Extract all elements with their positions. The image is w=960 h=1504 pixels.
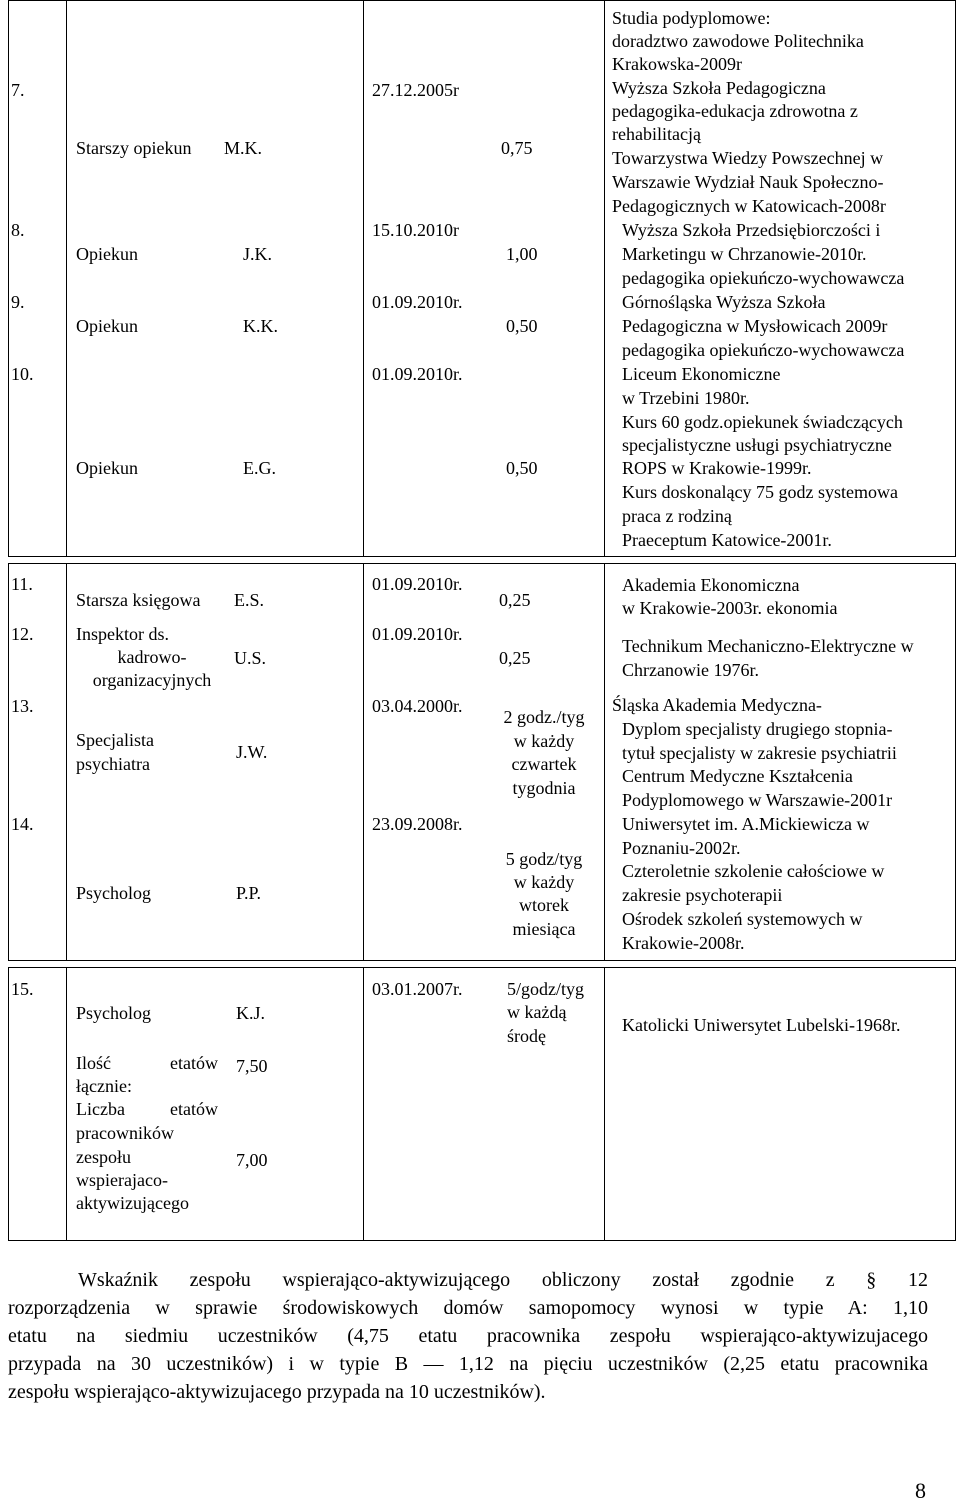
position: Specjalista: [76, 730, 154, 750]
desc-line: pedagogika opiekuńczo-wychowawcza: [622, 340, 905, 360]
fte: w każdą: [507, 1002, 567, 1022]
initials: J.K.: [243, 244, 273, 264]
row-number: 15.: [11, 979, 34, 999]
desc-line: w Trzebini 1980r.: [622, 388, 750, 408]
desc-line: Kurs 60 godz.opiekunek świadczących: [622, 412, 903, 432]
fte: czwartek: [511, 754, 577, 774]
desc-line: Krakowie-2008r.: [622, 933, 745, 953]
hire-date: 01.09.2010r.: [372, 364, 463, 384]
desc-line: Chrzanowie 1976r.: [622, 660, 759, 680]
hire-date: 15.10.2010r: [372, 220, 459, 240]
team-fte-label: Liczba: [76, 1099, 125, 1119]
desc-line: zakresie psychoterapii: [622, 885, 783, 905]
indicator-paragraph: [8, 1266, 928, 1406]
desc-line: Uniwersytet im. A.Mickiewicza w: [622, 814, 870, 834]
row-number: 14.: [11, 814, 34, 834]
desc-line: ROPS w Krakowie-1999r.: [622, 458, 812, 478]
fte: wtorek: [519, 895, 569, 915]
desc-line: pedagogika-edukacja zdrowotna z: [612, 101, 858, 121]
team-fte-label: aktywizującego: [76, 1193, 189, 1213]
position: Starszy opiekun: [76, 138, 192, 158]
initials: E.S.: [234, 590, 265, 610]
fte: 5 godz/tyg: [505, 849, 583, 869]
fte: w każdy: [513, 872, 575, 892]
total-fte-value: 7,50: [236, 1056, 268, 1076]
desc-line: Marketingu w Chrzanowie-2010r.: [622, 244, 867, 264]
team-fte-label: wspierajaco-: [76, 1170, 168, 1190]
paragraph-line: Wskaźnik zespołu wspierająco-aktywizującego obliczony został zgodnie z § 12: [78, 1269, 928, 1291]
fte: 0,75: [501, 138, 533, 158]
row-number: 8.: [11, 220, 25, 240]
team-fte-value: 7,00: [236, 1150, 268, 1170]
desc-line: Towarzystwa Wiedzy Powszechnej w: [612, 148, 884, 168]
staff-table-2: [8, 563, 956, 961]
fte: 2 godz./tyg: [503, 707, 585, 727]
desc-line: Warszawie Wydział Nauk Społeczno-: [612, 172, 884, 192]
position: Opiekun: [76, 316, 138, 336]
row-number: 13.: [11, 696, 34, 716]
desc-line: Poznaniu-2002r.: [622, 838, 741, 858]
desc-line: Akademia Ekonomiczna: [622, 575, 800, 595]
desc-line: Technikum Mechaniczno-Elektryczne w: [622, 636, 914, 656]
row-number: 12.: [11, 624, 34, 644]
page-number: 8: [915, 1478, 926, 1503]
row-number: 9.: [11, 292, 25, 312]
hire-date: 01.09.2010r.: [372, 624, 463, 644]
row-number: 10.: [11, 364, 34, 384]
hire-date: 03.01.2007r.: [372, 979, 463, 999]
desc-line: Wyższa Szkoła Pedagogiczna: [612, 78, 826, 98]
paragraph-line: rozporządzenia w sprawie środowiskowych domów samopomocy wynosi w typie A: 1,10: [8, 1297, 928, 1319]
desc-line: praca z rodziną: [622, 506, 732, 526]
fte: tygodnia: [512, 778, 576, 798]
staff-table-3: [8, 967, 956, 1241]
desc-line: Górnośląska Wyższa Szkoła: [622, 292, 826, 312]
initials: P.P.: [236, 883, 262, 903]
team-fte-label: zespołu: [76, 1147, 131, 1167]
position: kadrowo-: [117, 647, 187, 667]
total-fte-label: etatów: [170, 1053, 218, 1073]
desc-line: Liceum Ekonomiczne: [622, 364, 781, 384]
desc-line: rehabilitacją: [612, 124, 701, 144]
desc-line: tytuł specjalisty w zakresie psychiatrii: [622, 743, 897, 763]
position: Psycholog: [76, 1003, 152, 1023]
desc-line: w Krakowie-2003r. ekonomia: [622, 598, 838, 618]
hire-date: 01.09.2010r.: [372, 574, 463, 594]
fte: 0,50: [506, 458, 538, 478]
desc-line: Podyplomowego w Warszawie-2001r: [622, 790, 893, 810]
desc-line: Czteroletnie szkolenie całościowe w: [622, 861, 885, 881]
initials: E.G.: [243, 458, 276, 478]
desc-line: Kurs doskonalący 75 godz systemowa: [622, 482, 898, 502]
position: Starsza księgowa: [76, 590, 201, 610]
staff-table-1: [8, 0, 956, 557]
fte: 0,50: [506, 316, 538, 336]
initials: U.S.: [234, 648, 267, 668]
paragraph-line: zespołu wspierająco-aktywizujacego przypada na 10 uczestników).: [8, 1381, 546, 1403]
total-fte-label: Ilość: [76, 1053, 111, 1073]
desc-line: pedagogika opiekuńczo-wychowawcza: [622, 268, 905, 288]
position: Opiekun: [76, 458, 138, 478]
row-number: 11.: [11, 574, 33, 594]
fte: 5/godz/tyg: [507, 979, 584, 999]
fte: 1,00: [506, 244, 538, 264]
initials: J.W.: [236, 742, 268, 762]
position: psychiatra: [76, 754, 150, 774]
fte: 0,25: [499, 648, 531, 668]
row-number: 7.: [11, 80, 25, 100]
total-fte-label: łącznie:: [76, 1076, 132, 1096]
desc-line: Katolicki Uniwersytet Lubelski-1968r.: [622, 1015, 901, 1035]
desc-line: specjalistyczne usługi psychiatryczne: [622, 435, 892, 455]
paragraph-line: etatu na siedmiu uczestników (4,75 etatu pracownika zespołu wspierająco-aktywizujacego: [8, 1325, 928, 1347]
fte: 0,25: [499, 590, 531, 610]
desc-line: Praeceptum Katowice-2001r.: [622, 530, 832, 550]
paragraph-line: przypada na 30 uczestników) i w typie B — 1,12 na pięciu uczestników (2,25 etatu pracownika: [8, 1353, 928, 1375]
team-fte-label: pracowników: [76, 1123, 174, 1143]
hire-date: 03.04.2000r.: [372, 696, 463, 716]
header-desc-line: Studia podyplomowe:: [612, 8, 771, 28]
desc-line: Wyższa Szkoła Przedsiębiorczości i: [622, 220, 881, 240]
fte: środę: [507, 1026, 546, 1046]
desc-line: Pedagogicznych w Katowicach-2008r: [612, 196, 886, 216]
header-desc-line: Krakowska-2009r: [612, 54, 742, 74]
fte: w każdy: [513, 731, 575, 751]
team-fte-label: etatów: [170, 1099, 218, 1119]
position: Opiekun: [76, 244, 138, 264]
desc-line: Pedagogiczna w Mysłowicach 2009r: [622, 316, 888, 336]
hire-date: 01.09.2010r.: [372, 292, 463, 312]
hire-date: 23.09.2008r.: [372, 814, 463, 834]
desc-line: Centrum Medyczne Kształcenia: [622, 766, 853, 786]
position: Inspektor ds.: [76, 624, 169, 644]
desc-line: Dyplom specjalisty drugiego stopnia-: [622, 719, 893, 739]
fte: miesiąca: [512, 919, 576, 939]
initials: K.J.: [236, 1003, 266, 1023]
header-desc-line: doradztwo zawodowe Politechnika: [612, 31, 864, 51]
desc-line: Ośrodek szkoleń systemowych w: [622, 909, 863, 929]
position: Psycholog: [76, 883, 152, 903]
initials: K.K.: [243, 316, 278, 336]
position: organizacyjnych: [92, 670, 212, 690]
hire-date: 27.12.2005r: [372, 80, 459, 100]
desc-line: Śląska Akademia Medyczna-: [612, 695, 822, 715]
initials: M.K.: [224, 138, 263, 158]
